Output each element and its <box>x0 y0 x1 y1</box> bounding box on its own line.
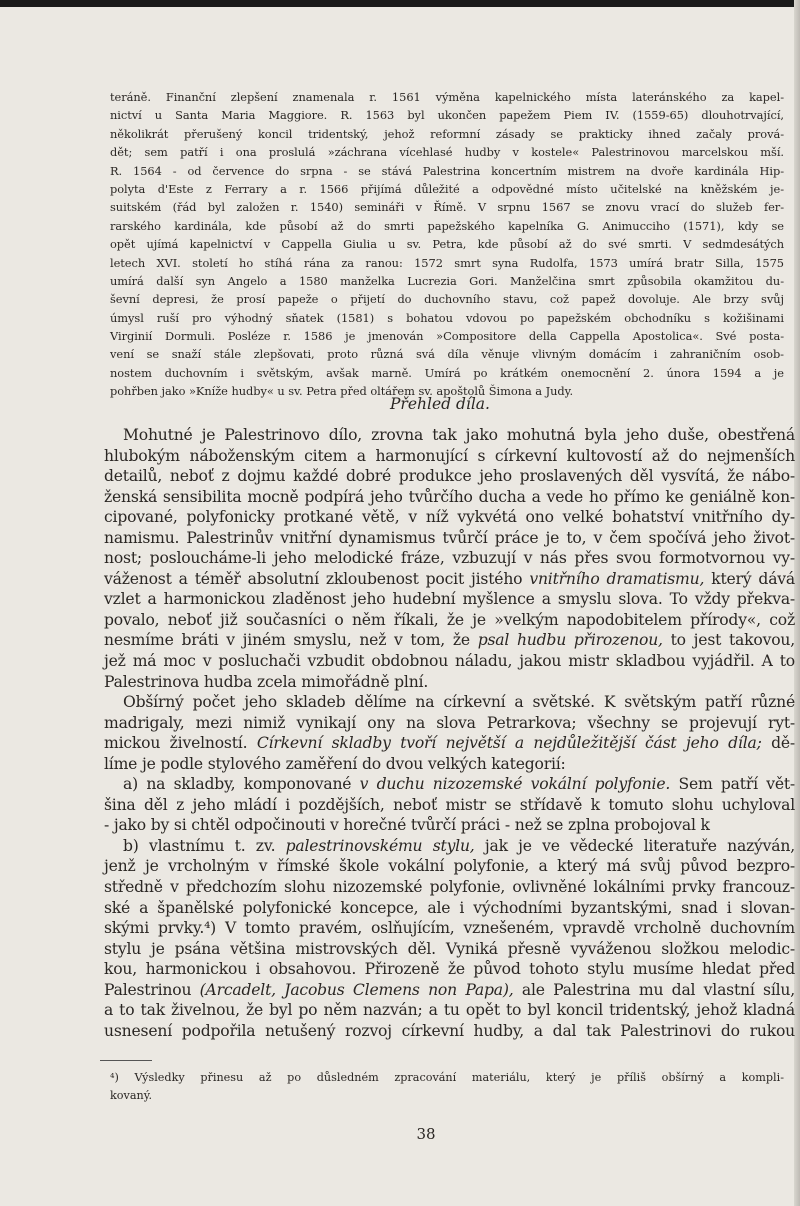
italic-emphasis: psal hudbu přirozenou, <box>477 631 663 650</box>
page-number: 38 <box>416 1125 436 1143</box>
italic-emphasis: v duchu nizozemské vokální polyfonie. <box>359 775 671 794</box>
text-run: váženost a téměř absolutní zkloubenost pocit jistého <box>104 569 530 588</box>
text-line <box>104 507 795 528</box>
text-line <box>104 446 795 467</box>
text-line <box>104 815 795 836</box>
text-run: a to tak živelnou, že byl po něm nazván; a tu opět to byl koncil tridentský, jehož kladná <box>104 1001 795 1020</box>
text-line <box>104 1021 795 1042</box>
text-run: cipované, polyfonicky protkané větě, v níž vykvétá ono velké bohatství vnitřního dy- <box>104 508 795 527</box>
text-run: kovaný. <box>110 1089 153 1102</box>
text-run: detailů, neboť z dojmu každé dobré produkce jeho proslavených děl vysvítá, že nábo- <box>104 467 795 486</box>
text-line <box>110 162 784 180</box>
text-line <box>104 1000 795 1021</box>
italic-emphasis: vnitřního dramatismu, <box>529 569 705 588</box>
text-run: namismu. Palestrinův vnitřní dynamismus tvůrčí práce je to, v čem spočívá jeho život- <box>104 528 795 547</box>
text-line <box>104 918 795 939</box>
footnote-rule <box>100 1060 152 1061</box>
text-line <box>104 466 795 487</box>
text-run: madrigaly, mezi nimiž vynikají ony na slova Petrarkova; všechny se projevují ryt- <box>104 713 795 732</box>
text-line <box>104 733 795 754</box>
paragraph <box>104 774 795 836</box>
text-run: Sem patří vět- <box>670 775 795 794</box>
text-run: dět; sem patří i ona proslulá »záchrana vícehlasé hudby v kostele« Palestrinovou marcelskou mší. <box>110 145 784 160</box>
paragraph <box>104 692 795 774</box>
text-run: nost; posloucháme-li jeho melodické fráze, vzbuzují v nás přes svou formotvornou vy- <box>104 549 795 568</box>
text-line <box>104 528 795 549</box>
text-run: jak je ve vědecké literatuře nazýván, <box>474 836 795 855</box>
text-run: ševní depresi, že prosí papeže o přijetí do duchovního stavu, což papež dovoluje. Ale brzy svůj <box>110 292 784 307</box>
text-run: povalo, neboť již současníci o něm říkali, že je »velkým napodobitelem přírody«, což <box>104 610 795 629</box>
text-line <box>110 254 784 272</box>
text-line <box>104 425 795 446</box>
section-heading: Přehled díla. <box>390 395 490 413</box>
text-line <box>104 610 795 631</box>
text-line <box>110 290 784 308</box>
text-run: hlubokým náboženským citem a harmonující s církevní kultovostí až do nejmenších <box>104 446 795 465</box>
text-run: polyta d'Este z Ferrary a r. 1566 přijímá důležité a odpovědné místo učitelské na kněžském je- <box>110 181 784 196</box>
text-line <box>104 856 795 877</box>
text-line <box>110 88 784 106</box>
text-line <box>104 774 795 795</box>
text-line <box>104 487 795 508</box>
text-line <box>110 1069 784 1087</box>
text-run: líme je podle stylového zaměření do dvou velkých kategorií: <box>104 754 566 773</box>
text-run: R. 1564 - od července do srpna - se stává Palestrina koncertním mistrem na dvoře kardinála Hip- <box>110 163 784 178</box>
text-line <box>104 651 795 672</box>
text-line <box>104 877 795 898</box>
text-line <box>110 180 784 198</box>
text-line <box>104 836 795 857</box>
text-run: jenž je vrcholným v římské škole vokální polyfonie, a který má svůj původ bezpro- <box>104 857 795 876</box>
biography-paragraph <box>110 88 784 401</box>
text-line <box>110 309 784 327</box>
text-run: teráně. Finanční zlepšení znamenala r. 1561 výměna kapelnického místa lateránského za kapel- <box>110 90 784 104</box>
text-run: Palestrinou <box>104 980 200 999</box>
text-run: ské a španělské polyfonické koncepce, ale i východními byzantskými, snad i slovan- <box>104 898 795 917</box>
italic-emphasis: (Arcadelt, Jacobus Clemens non Papa), <box>199 980 514 999</box>
text-run: letech XVI. století ho stíhá rána za ranou: 1572 smrt syna Rudolfa, 1573 umírá bratr Silla, 1575 <box>110 255 784 270</box>
text-run: Virginií Dormuli. Posléze r. 1586 je jmenován »Compositore della Cappella Apostolica«. Své posta- <box>110 329 784 344</box>
paragraph <box>104 425 795 692</box>
text-run: šina děl z jeho mládí i pozdějších, neboť mistr se střídavě k tomuto slohu uchyloval <box>104 795 795 814</box>
footnote <box>110 1069 784 1105</box>
text-line <box>110 125 784 143</box>
text-run: b) vlastnímu t. zv. <box>123 836 286 855</box>
text-run: Obšírný počet jeho skladeb dělíme na církevní a světské. K světským patří různé <box>123 693 795 712</box>
text-line <box>104 959 795 980</box>
text-run: úmysl ruší pro výhodný sňatek (1581) s bohatou vdovou po papežském obchodníku s kožišinami <box>110 310 784 325</box>
text-run: skými prvky.⁴) V tomto pravém, oslňujícím, vznešeném, vpravdě vrcholně duchovním <box>104 919 795 938</box>
main-text <box>104 425 795 1041</box>
text-run: stylu je psána většina mistrovských děl. Vyniká přesně vyváženou složkou melodic- <box>104 939 795 958</box>
italic-emphasis: Církevní skladby tvoří největší a nejdůležitější část jeho díla; <box>256 734 762 753</box>
text-run: vení se snaží stále zlepšovati, proto různá svá díla věnuje vlivným domácím i zahraničním osob- <box>110 347 784 362</box>
text-run: nostem duchovním i světským, avšak marně. Umírá po krátkém onemocnění 2. února 1594 a je <box>110 365 784 380</box>
text-run: usnesení podpořila netušený rozvoj církevní hudby, a dal tak Palestrinovi do rukou <box>104 1021 795 1040</box>
text-line <box>104 713 795 734</box>
text-line <box>110 272 784 290</box>
text-line <box>104 569 795 590</box>
text-line <box>104 754 795 775</box>
text-run: vzlet a harmonickou zladěnost jeho hudební myšlence a smyslu slova. To vždy překva- <box>104 590 795 609</box>
text-line <box>104 939 795 960</box>
text-run: rarského kardinála, kde působí až do smrti papežského kapelníka G. Animucciho (1571), kdy se <box>110 218 784 233</box>
text-run: kou, harmonickou i obsahovou. Přirozeně že původ tohoto stylu musíme hledat před <box>104 960 795 979</box>
text-run: ⁴) Výsledky přinesu až po důsledném zpracování materiálu, který je příliš obšírný a kompli- <box>110 1071 784 1084</box>
text-line <box>104 548 795 569</box>
paragraph <box>104 836 795 1041</box>
text-run: středně v předchozím slohu nizozemské polyfonie, ovlivněné lokálními prvky francouz- <box>104 878 795 897</box>
text-run: jež má moc v posluchači vzbudit obdobnou náladu, jakou mistr skladbou vyjádřil. A to <box>104 652 795 671</box>
text-line <box>104 630 795 651</box>
text-line <box>104 692 795 713</box>
text-run: několikrát přerušený koncil tridentský, jehož reformní zásady se prakticky ihned začaly prová- <box>110 126 784 141</box>
text-line <box>104 795 795 816</box>
text-line <box>110 327 784 345</box>
text-run: Mohutné je Palestrinovo dílo, zrovna tak jako mohutná byla jeho duše, obestřená <box>123 426 795 444</box>
text-line <box>110 364 784 382</box>
text-line <box>110 217 784 235</box>
text-line <box>110 345 784 363</box>
text-run: mickou živelností. <box>104 734 257 753</box>
text-run: - jako by si chtěl odpočinouti v horečné tvůrčí práci - než se zplna probojoval k <box>104 816 710 835</box>
italic-emphasis: palestrinovskému stylu, <box>285 836 475 855</box>
text-run: ženská sensibilita mocně podpírá jeho tvůrčího ducha a vede ho přímo ke geniálně kon- <box>104 487 795 506</box>
text-line <box>104 980 795 1001</box>
text-run: ale Palestrina mu dal vlastní sílu, <box>513 980 796 999</box>
text-line <box>110 106 784 124</box>
text-line <box>110 235 784 253</box>
text-line <box>104 898 795 919</box>
text-line <box>110 143 784 161</box>
text-run: suitském (řád byl založen r. 1540) semináři v Římě. V srpnu 1567 se znovu vrací do služeb fer- <box>110 200 784 215</box>
text-line <box>110 198 784 216</box>
text-run: umírá další syn Angelo a 1580 manželka Lucrezia Gori. Manželčina smrt způsobila okamžitou du- <box>110 273 784 288</box>
text-line <box>104 672 795 693</box>
text-run: Palestrinova hudba zcela mimořádně plní. <box>104 672 429 691</box>
text-line <box>110 1087 784 1105</box>
text-run: nesmíme bráti v jiném smyslu, než v tom, že <box>104 631 478 650</box>
text-run: to jest takovou, <box>662 631 795 650</box>
text-run: dě- <box>761 734 795 753</box>
scan-top-edge <box>0 0 800 7</box>
text-run: opět ujímá kapelnictví v Cappella Giulia u sv. Petra, kde působí až do své smrti. V sedmdesátých <box>110 237 784 252</box>
text-run: který dává <box>704 569 795 588</box>
text-run: pohřben jako »Kníže hudby« u sv. Petra před oltářem sv. apoštolů Šimona a Judy. <box>110 384 574 399</box>
text-run: a) na skladby, komponované <box>123 775 360 794</box>
text-run: nictví u Santa Maria Maggiore. R. 1563 byl ukončen papežem Piem IV. (1559-65) dlouhotrvající, <box>110 108 784 123</box>
text-line <box>104 589 795 610</box>
